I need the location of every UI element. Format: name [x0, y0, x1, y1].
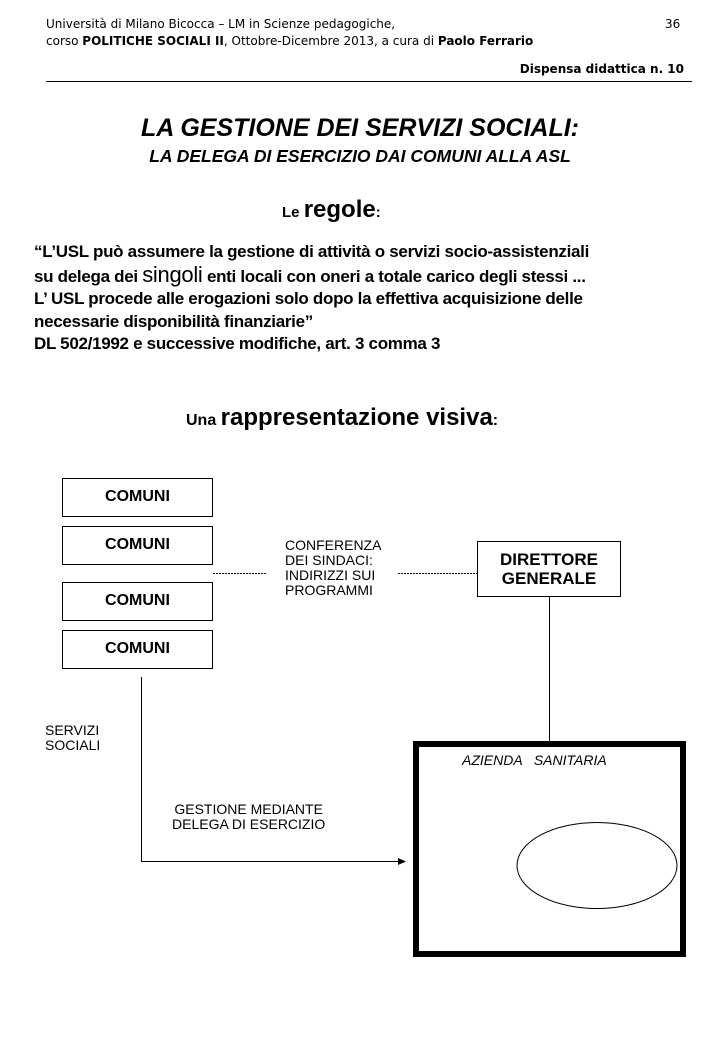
gestione-label — [172, 802, 325, 832]
direttore-generale-box — [477, 541, 621, 597]
header-institution: Università di Milano Bicocca – LM in Scienze pedagogiche, — [46, 17, 396, 31]
course-prefix: corso — [46, 34, 83, 48]
comuni-box: COMUNI — [62, 582, 213, 621]
gestione-line: GESTIONE MEDIANTE — [174, 801, 323, 817]
servizi-line: SOCIALI — [45, 737, 101, 753]
conferenza-line: INDIRIZZI SUI — [285, 567, 376, 583]
quote-citation: DL 502/1992 e successive modifiche, art. 3 comma 3 — [34, 334, 441, 353]
azienda-sanitaria-label: AZIENDA SANITARIA — [462, 752, 607, 768]
quote-line-2-pre: su delega dei — [34, 266, 143, 286]
conferenza-label — [285, 538, 381, 598]
azienda-sanitaria-box — [413, 741, 686, 957]
visual-heading-big: rappresentazione visiva — [220, 404, 493, 431]
visual-heading-colon: : — [492, 412, 499, 429]
conferenza-line: PROGRAMMI — [285, 582, 373, 598]
rules-heading-small: Le — [282, 204, 304, 221]
quote-line-3: L’ USL procede alle erogazioni solo dopo la effettiva acquisizione delle — [34, 289, 583, 308]
comuni-box: COMUNI — [62, 526, 213, 565]
servizi-sociali-label — [45, 723, 100, 753]
direttore-line: DIRETTORE — [500, 550, 598, 569]
page-number: 36 — [665, 17, 681, 31]
conferenza-line: DEI SINDACI: — [285, 552, 373, 568]
conferenza-line: CONFERENZA — [285, 537, 382, 553]
servizi-line: SERVIZI — [45, 722, 100, 738]
page-title: LA GESTIONE DEI SERVIZI SOCIALI: — [140, 114, 579, 142]
direttore-line: GENERALE — [501, 569, 597, 588]
course-period: , Ottobre-Dicembre 2013, a cura di — [223, 34, 438, 48]
quote-line-1: “L’USL può assumere la gestione di attività o servizi socio-assistenziali — [34, 242, 590, 261]
rules-heading-colon: : — [375, 204, 381, 221]
comuni-box: COMUNI — [62, 478, 213, 517]
visual-heading-small: Una — [186, 412, 221, 429]
quote-emphasis: singoli — [142, 261, 203, 287]
arrowhead-icon — [398, 858, 406, 865]
handout-label: Dispensa didattica n. 10 — [519, 62, 684, 76]
course-name: POLITICHE SOCIALI II — [82, 34, 224, 48]
gestione-line: DELEGA DI ESERCIZIO — [172, 816, 326, 832]
comuni-box: COMUNI — [62, 630, 213, 669]
quote-line-4: necessarie disponibilità finanziarie” — [34, 311, 313, 331]
rules-heading-big: regole — [303, 196, 376, 223]
page-subtitle: LA DELEGA DI ESERCIZIO DAI COMUNI ALLA ASL — [149, 146, 571, 166]
quote-line-2-post: enti locali con oneri a totale carico degli stessi ... — [202, 266, 586, 286]
author-name: Paolo Ferrario — [437, 34, 534, 48]
